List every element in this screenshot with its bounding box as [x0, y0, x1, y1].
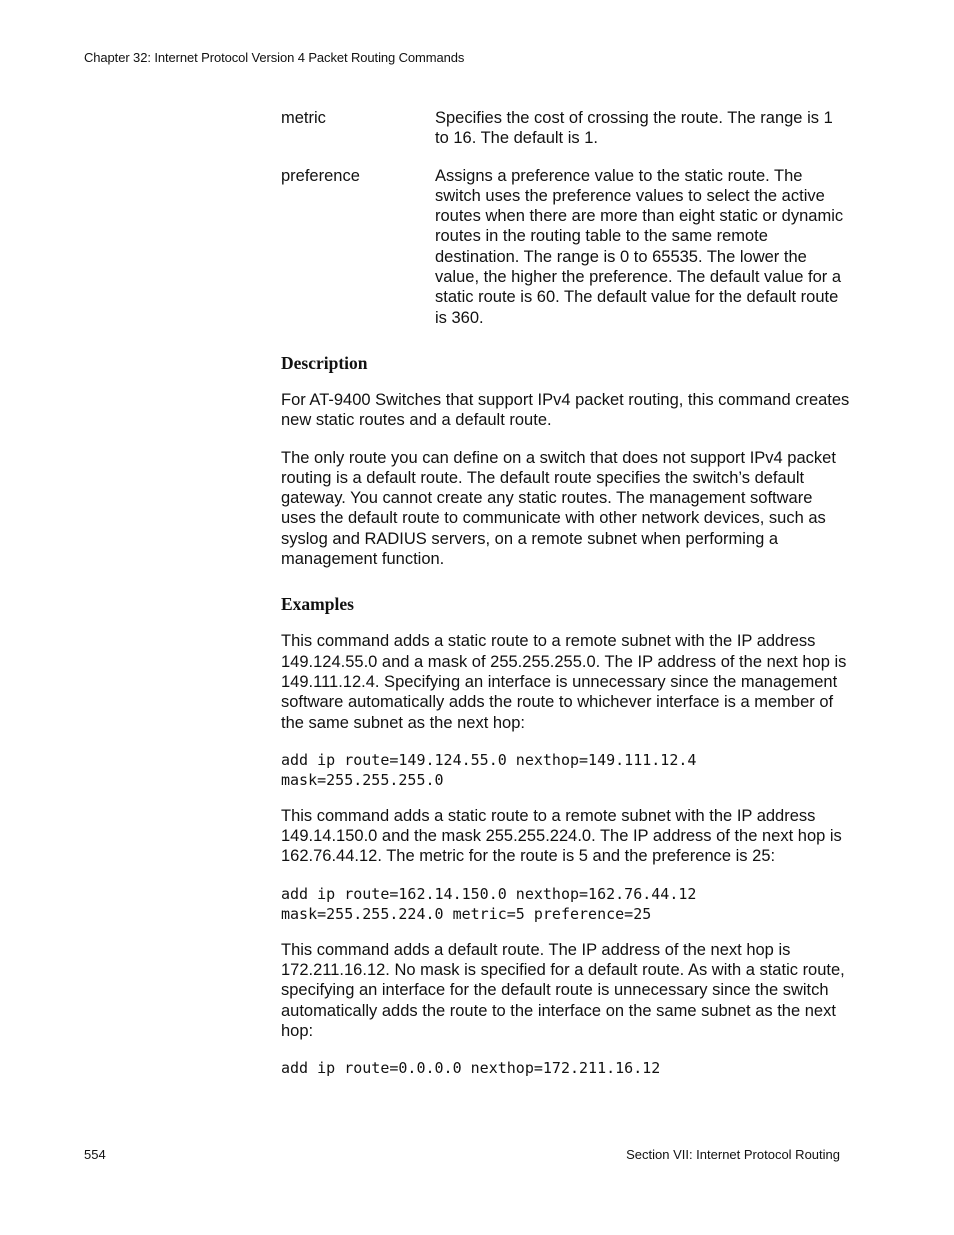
parameter-description: Assigns a preference value to the static route. The switch uses the preference values to select the active routes when there are more than eight static or dynamic routes in the routing table to the same remote destination. The range is 0 to 65535. The lower the value, the higher the preference. The default value for a static route is 60. The default value for the default route is 360. [435, 166, 844, 327]
description-paragraph: For AT-9400 Switches that support IPv4 packet routing, this command creates new static routes and a default route. [281, 390, 850, 430]
parameter-row-preference [281, 166, 851, 328]
page-content [281, 108, 851, 1094]
description-paragraph: The only route you can define on a switch that does not support IPv4 packet routing is a default route. The default route specifies the switch’s default gateway. You cannot create any static routes. The management software uses the default route to communicate with other network devices, such as syslog and RADIUS servers, on a remote subnet when performing a management function. [281, 448, 836, 569]
parameter-name: metric [281, 109, 326, 127]
description-heading: Description [281, 352, 368, 373]
example-code: add ip route=162.14.150.0 nexthop=162.76.44.12 mask=255.255.224.0 metric=5 preference=25 [281, 884, 697, 923]
parameter-name: preference [281, 166, 360, 185]
running-head: Chapter 32: Internet Protocol Version 4 Packet Routing Commands [84, 50, 465, 65]
example-text: This command adds a default route. The IP address of the next hop is 172.211.16.12. No mask is specified for a default route. As with a static route, specifying an interface for the default route is unnecessary since the switch automatically adds the route to the interface on the same subnet as the next hop: [281, 940, 845, 1040]
page-number: 554 [84, 1147, 106, 1162]
parameter-row-metric [281, 108, 851, 149]
example-text: This command adds a static route to a remote subnet with the IP address 149.124.55.0 and a mask of 255.255.255.0. The IP address of the next hop is 149.111.12.4. Specifying an interface is unnecessary since the management software automatically adds the route to whichever interface is a member of the same subnet as the next hop: [281, 632, 847, 732]
examples-heading: Examples [281, 594, 354, 615]
example-code: add ip route=149.124.55.0 nexthop=149.111.12.4 mask=255.255.255.0 [281, 750, 697, 789]
section-title: Section VII: Internet Protocol Routing [626, 1147, 840, 1162]
parameter-description: Specifies the cost of crossing the route. The range is 1 to 16. The default is 1. [435, 109, 833, 148]
example-text: This command adds a static route to a remote subnet with the IP address 149.14.150.0 and the mask 255.255.224.0. The IP address of the next hop is 162.76.44.12. The metric for the route is 5 and the preference is 25: [281, 806, 842, 866]
example-code: add ip route=0.0.0.0 nexthop=172.211.16.12 [281, 1059, 661, 1078]
